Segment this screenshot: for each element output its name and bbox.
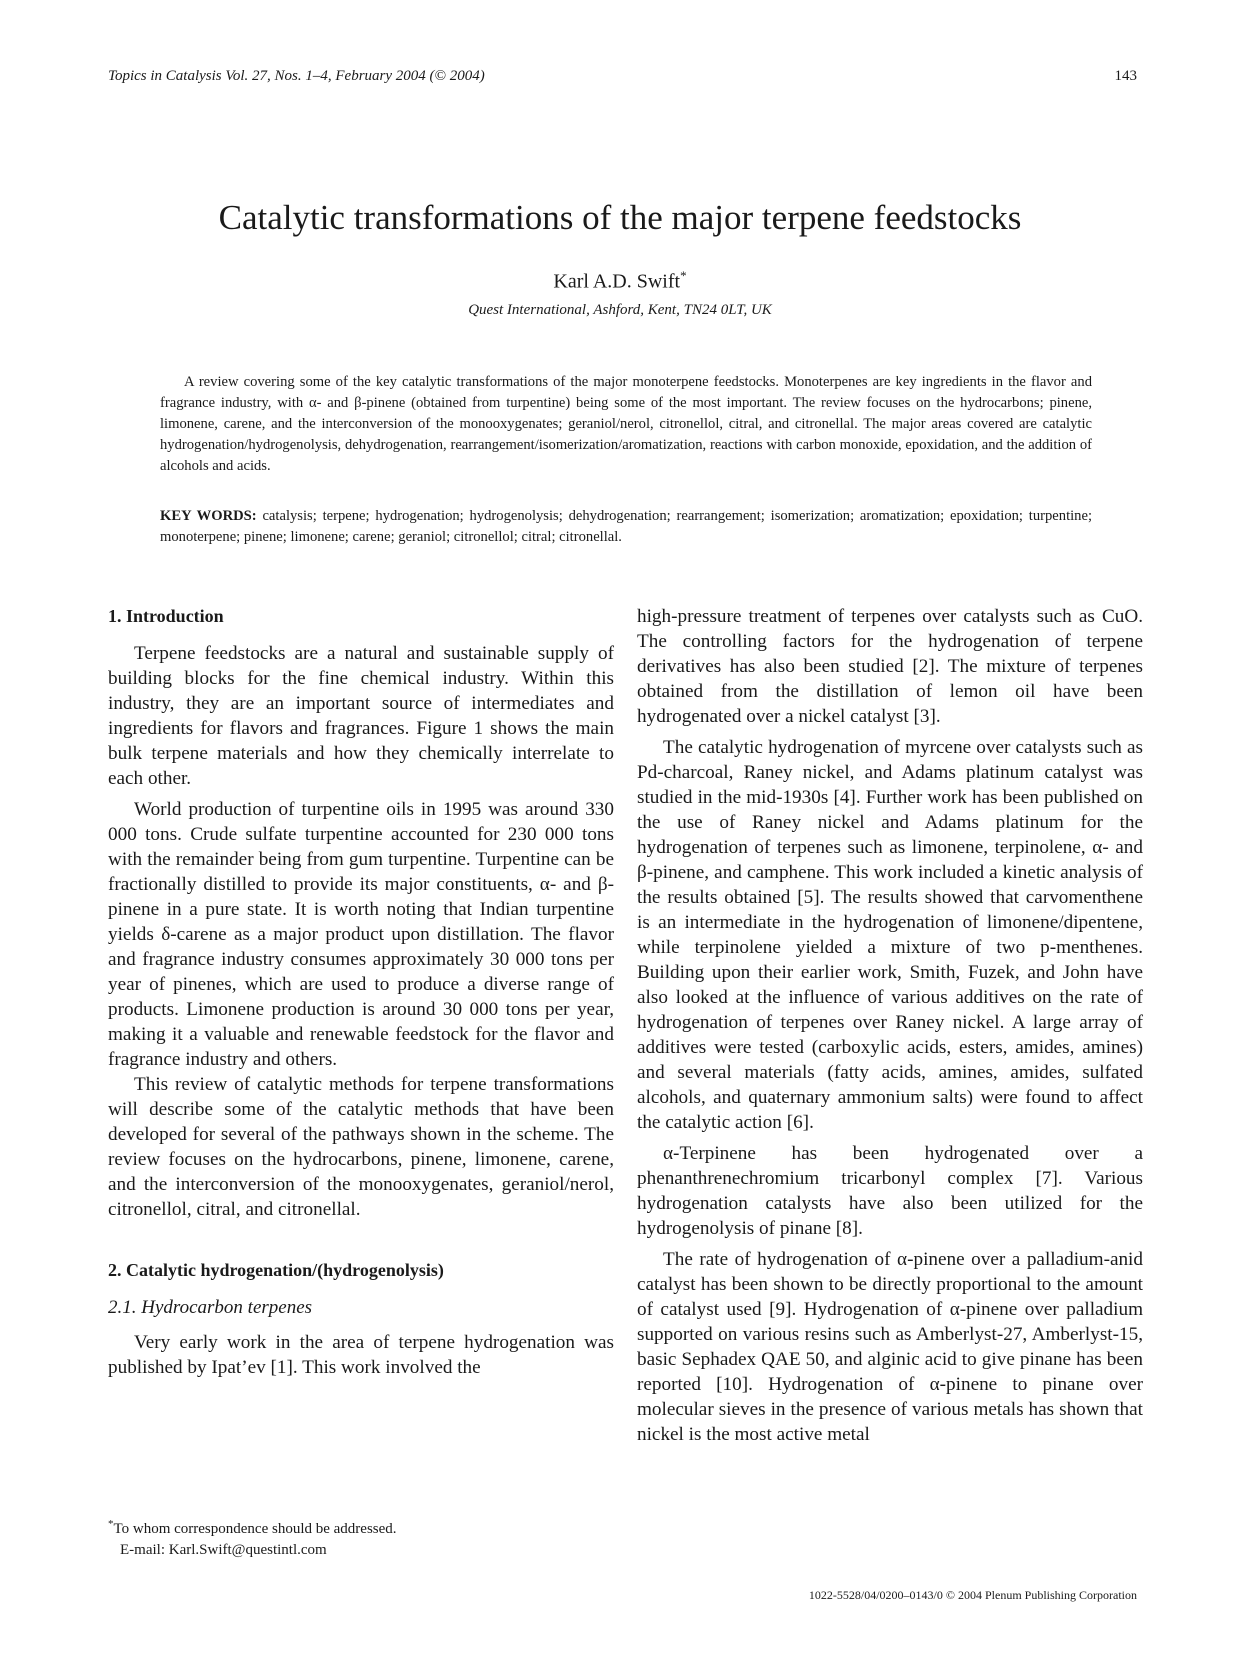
author-line (0, 268, 1240, 294)
paragraph: The catalytic hydrogenation of myrcene over catalysts such as Pd-charcoal, Raney nickel, and Adams platinum catalyst was studied in the mid-1930s [4]. Further work has been published on the use of Raney nickel and Adams platinum for the hydrogenation of terpenes such as limonene, terpinolene, α- and β-pinene, and camphene. This work included a kinetic analysis of the results obtained [5]. The results showed that carvomenthene is an intermediate in the hydrogenation of limonene/dipentene, while terpinolene yielded a mixture of two p-menthenes. Building upon their earlier work, Smith, Fuzek, and John have also looked at the influence of various additives on the rate of hydrogenation of terpenes over Raney nickel. A large array of additives were tested (carboxylic acids, esters, amides, amines) and several materials (fatty acids, amines, amides, sulfated alcohols, and quaternary ammonium salts) were found to affect the catalytic action [6]. (637, 737, 1143, 1133)
copyright-line: 1022-5528/04/0200–0143/0 © 2004 Plenum Publishing Corporation (808, 1588, 1137, 1602)
author-affiliation: Quest International, Ashford, Kent, TN24 0LT, UK (468, 302, 772, 318)
section-heading-introduction: 1. Introduction (108, 606, 224, 626)
page-number: 143 (1114, 68, 1137, 84)
paragraph: Terpene feedstocks are a natural and sustainable supply of building blocks for the fine chemical industry. Within this industry, they are an important source of intermediates and ingredients for flavors and fragrances. Figure 1 shows the main bulk terpene materials and how they chemically interrelate to each other. (108, 643, 614, 789)
paragraph: The rate of hydrogenation of α-pinene over a palladium-anid catalyst has been shown to be directly proportional to the amount of catalyst used [9]. Hydrogenation of α-pinene over palladium supported on various resins such as Amberlyst-27, Amberlyst-15, basic Sephadex QAE 50, and alginic acid to give pinane has been reported [10]. Hydrogenation of α-pinene to pinane over molecular sieves in the presence of various metals has shown that nickel is the most active metal (637, 1249, 1143, 1445)
footnote-email[interactable]: E-mail: Karl.Swift@questintl.com (120, 1542, 327, 1558)
subsection-heading-hydrocarbon-terpenes: 2.1. Hydrocarbon terpenes (108, 1297, 313, 1318)
footnote-mark: * (108, 1518, 114, 1530)
article-title: Catalytic transformations of the major terpene feedstocks (218, 198, 1022, 237)
keywords-list: catalysis; terpene; hydrogenation; hydrogenolysis; dehydrogenation; rearrangement; isomerization; aromatization; epoxidation; turpentine; monoterpene; pinene; limonene; carene; geraniol; citronellol; citral; citronellal. (160, 508, 1093, 545)
paragraph: Very early work in the area of terpene hydrogenation was published by Ipat’ev [1]. This work involved the (108, 1332, 614, 1378)
paragraph: This review of catalytic methods for terpene transformations will describe some of the catalytic methods that have been developed for several of the pathways shown in the scheme. The review focuses on the hydrocarbons, pinene, limonene, carene, and the interconversion of the monooxygenates, geraniol/nerol, citronellol, citral, and citronellal. (108, 1074, 614, 1220)
paragraph: World production of turpentine oils in 1995 was around 330 000 tons. Crude sulfate turpentine accounted for 230 000 tons with the remainder being from gum turpentine. Turpentine can be fractionally distilled to provide its major constituents, α- and β-pinene in a pure state. It is worth noting that Indian turpentine yields δ-carene as a major product upon distillation. The flavor and fragrance industry consumes approximately 30 000 tons per year of pinenes, which are used to produce a diverse range of products. Limonene production is around 30 000 tons per year, making it a valuable and renewable feedstock for the flavor and fragrance industry and others. (108, 799, 614, 1070)
author-footnote-mark: * (680, 268, 687, 283)
footnote (108, 1514, 614, 1561)
footnote-text-line (108, 1514, 614, 1540)
left-column (108, 604, 614, 1386)
keywords-label: KEY WORDS: (160, 508, 257, 524)
footnote-text: To whom correspondence should be addressed. (113, 1521, 397, 1537)
running-head: Topics in Catalysis Vol. 27, Nos. 1–4, February 2004 (© 2004) (108, 68, 485, 84)
section-heading-hydrogenation: 2. Catalytic hydrogenation/(hydrogenolysis) (108, 1260, 444, 1280)
keywords (160, 506, 1092, 548)
paragraph: α-Terpinene has been hydrogenated over a phenanthrenechromium tricarbonyl complex [7]. Various hydrogenation catalysts have also been utilized for the hydrogenolysis of pinane [8]. (637, 1143, 1143, 1239)
abstract: A review covering some of the key catalytic transformations of the major monoterpene feedstocks. Monoterpenes are key ingredients in the flavor and fragrance industry, with α- and β-pinene (obtained from turpentine) being some of the most important. The review focuses on the hydrocarbons; pinene, limonene, carene, and the interconversion of the monooxygenates; geraniol/nerol, citronellol, citral, and citronellal. The major areas covered are catalytic hydrogenation/hydrogenolysis, dehydrogenation, rearrangement/isomerization/aromatization, reactions with carbon monoxide, epoxidation, and the addition of alcohols and acids. (160, 374, 1092, 474)
paragraph: high-pressure treatment of terpenes over catalysts such as CuO. The controlling factors for the hydrogenation of terpene derivatives has also been studied [2]. The mixture of terpenes obtained from the distillation of lemon oil have been hydrogenated over a nickel catalyst [3]. (637, 606, 1143, 727)
right-column (637, 604, 1143, 1453)
author-name: Karl A.D. Swift (553, 270, 681, 293)
